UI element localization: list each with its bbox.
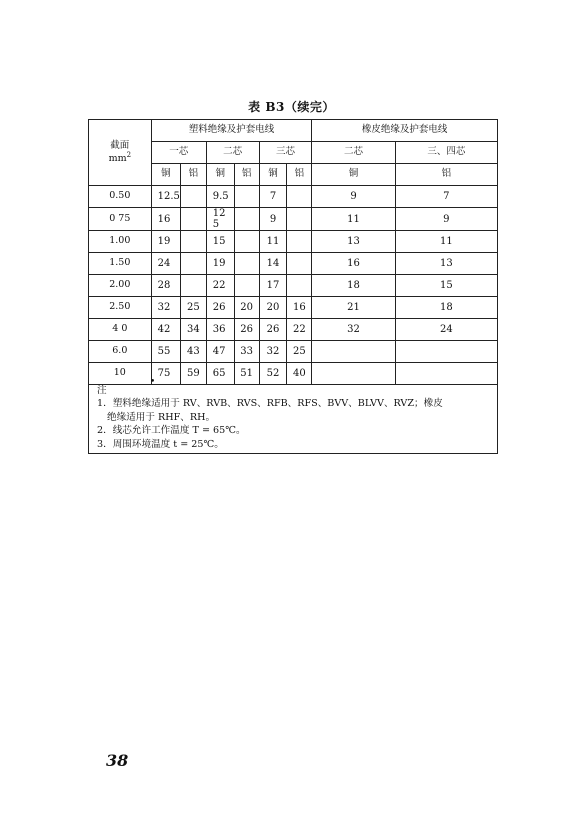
- cell-sec: 1.00: [89, 231, 152, 253]
- core3-header: 三芯: [259, 142, 312, 164]
- cell-rcu: 32: [312, 319, 395, 341]
- cell-c2cu: 65: [206, 363, 234, 385]
- al-header: 铝: [234, 164, 259, 186]
- table-row: [89, 253, 498, 275]
- cell-sec: 2.50: [89, 297, 152, 319]
- al-header: 铝: [180, 164, 206, 186]
- cell-c3al: [287, 231, 312, 253]
- cell-sec: 0.50: [89, 186, 152, 208]
- rubber-al-header: 铝: [395, 164, 497, 186]
- group-rubber-header: 橡皮绝缘及护套电线: [312, 120, 498, 142]
- cell-c1al: [180, 231, 206, 253]
- cell-c2cu: 47: [206, 341, 234, 363]
- cell-c3al: 16: [287, 297, 312, 319]
- note-line-2: 2．线芯允许工作温度 T = 65℃。: [97, 425, 246, 437]
- cell-c1al: [180, 253, 206, 275]
- cell-rcu: 13: [312, 231, 395, 253]
- section-label: 截面: [110, 139, 130, 151]
- cell-c1al: 34: [180, 319, 206, 341]
- cell-c2cu: 19: [206, 253, 234, 275]
- cell-c2al: [234, 275, 259, 297]
- cell-ral: 18: [395, 297, 497, 319]
- core1-header: 一芯: [151, 142, 206, 164]
- section-unit: [108, 150, 132, 164]
- cell-rcu: 9: [312, 186, 395, 208]
- table-row: [89, 275, 498, 297]
- cell-c3cu: 17: [259, 275, 287, 297]
- unit-text: mm: [108, 152, 127, 164]
- cell-sec: 1.50: [89, 253, 152, 275]
- cell-c3cu: 14: [259, 253, 287, 275]
- cell-ral: 7: [395, 186, 497, 208]
- cell-c1al: 25: [180, 297, 206, 319]
- cu-header: 铜: [206, 164, 234, 186]
- cell-ral: 24: [395, 319, 497, 341]
- cell-c1cu: 12.5: [151, 186, 180, 208]
- core2-header: 二芯: [206, 142, 259, 164]
- cell-c2cu: 22: [206, 275, 234, 297]
- ampacity-table: [88, 119, 498, 385]
- cell-c2al: [234, 208, 259, 231]
- note-line-3: 3．周围环境温度 t = 25℃。: [97, 438, 224, 450]
- notes-title: 注: [97, 385, 107, 396]
- cell-sec: 10: [89, 363, 152, 385]
- cell-c3al: [287, 186, 312, 208]
- cell-c1al: 59: [180, 363, 206, 385]
- note-line-1b: 绝缘适用于 RHF、RH。: [107, 411, 216, 423]
- cell-sec: 2.00: [89, 275, 152, 297]
- cell-c1al: [180, 186, 206, 208]
- cell-c3cu: 7: [259, 186, 287, 208]
- cell-c2al: 51: [234, 363, 259, 385]
- table-caption: 表 B3（续完）: [248, 100, 335, 114]
- cell-c3cu: 20: [259, 297, 287, 319]
- cell-c3al: [287, 253, 312, 275]
- unit-sup: 2: [126, 150, 132, 159]
- al-header: 铝: [287, 164, 312, 186]
- cell-c2al: 20: [234, 297, 259, 319]
- table-row: [89, 341, 498, 363]
- page-number: 38: [106, 751, 129, 770]
- table-row: [89, 297, 498, 319]
- cell-rcu: 11: [312, 208, 395, 231]
- table-row: [89, 231, 498, 253]
- note-mark: •: [150, 377, 156, 387]
- cell-c2al: [234, 253, 259, 275]
- cu-header: 铜: [151, 164, 180, 186]
- cell-c1cu: 42: [151, 319, 180, 341]
- cell-c1cu: 75: [151, 363, 180, 385]
- cell-c2al: 33: [234, 341, 259, 363]
- cell-c1al: 43: [180, 341, 206, 363]
- cell-c1al: [180, 208, 206, 231]
- cell-c3cu: 11: [259, 231, 287, 253]
- cell-c2cu: 26: [206, 297, 234, 319]
- cell-rcu: [312, 341, 395, 363]
- cu-header: 铜: [259, 164, 287, 186]
- table-row: [89, 208, 498, 231]
- cell-sec: 0 75: [89, 208, 152, 231]
- notes-box: [88, 380, 498, 454]
- cell-c1cu: 24: [151, 253, 180, 275]
- table-body: [89, 186, 498, 385]
- cell-rcu: 18: [312, 275, 395, 297]
- cell-ral: 15: [395, 275, 497, 297]
- cell-c2al: [234, 186, 259, 208]
- table-row: [89, 186, 498, 208]
- cell-sec: 4 0: [89, 319, 152, 341]
- cell-c3cu: 9: [259, 208, 287, 231]
- cell-rcu: 21: [312, 297, 395, 319]
- rubber-cu-header: 铜: [312, 164, 395, 186]
- cell-c2cu: 15: [206, 231, 234, 253]
- cell-sec: 6.0: [89, 341, 152, 363]
- note-line-1: 1．塑料绝缘适用于 RV、RVB、RVS、RFB、RFS、BVV、BLVV、RVZ；橡皮: [97, 398, 443, 410]
- cell-c1cu: 19: [151, 231, 180, 253]
- cell-c1cu: 28: [151, 275, 180, 297]
- cell-c1cu: 55: [151, 341, 180, 363]
- cell-c3cu: 26: [259, 319, 287, 341]
- cell-ral: 9: [395, 208, 497, 231]
- cell-c2cu: 9.5: [206, 186, 234, 208]
- cell-c2cu: 12 5: [206, 208, 234, 231]
- cell-c3al: [287, 275, 312, 297]
- cell-ral: 11: [395, 231, 497, 253]
- cell-c2cu: 36: [206, 319, 234, 341]
- cell-c1al: [180, 275, 206, 297]
- cell-c3al: [287, 208, 312, 231]
- cell-ral: [395, 341, 497, 363]
- cell-c1cu: 32: [151, 297, 180, 319]
- cell-ral: 13: [395, 253, 497, 275]
- cell-c1cu: 16: [151, 208, 180, 231]
- rubber-core2-header: 二芯: [312, 142, 395, 164]
- rubber-core34-header: 三、四芯: [395, 142, 497, 164]
- table-row: [89, 319, 498, 341]
- cell-c2al: [234, 231, 259, 253]
- cell-c3al: 25: [287, 341, 312, 363]
- group-plastic-header: 塑料绝缘及护套电线: [151, 120, 312, 142]
- cell-c3al: 22: [287, 319, 312, 341]
- cell-c3al: 40: [287, 363, 312, 385]
- section-header: [89, 120, 152, 186]
- cell-c3cu: 52: [259, 363, 287, 385]
- cell-rcu: 16: [312, 253, 395, 275]
- cell-c2al: 26: [234, 319, 259, 341]
- cell-c3cu: 32: [259, 341, 287, 363]
